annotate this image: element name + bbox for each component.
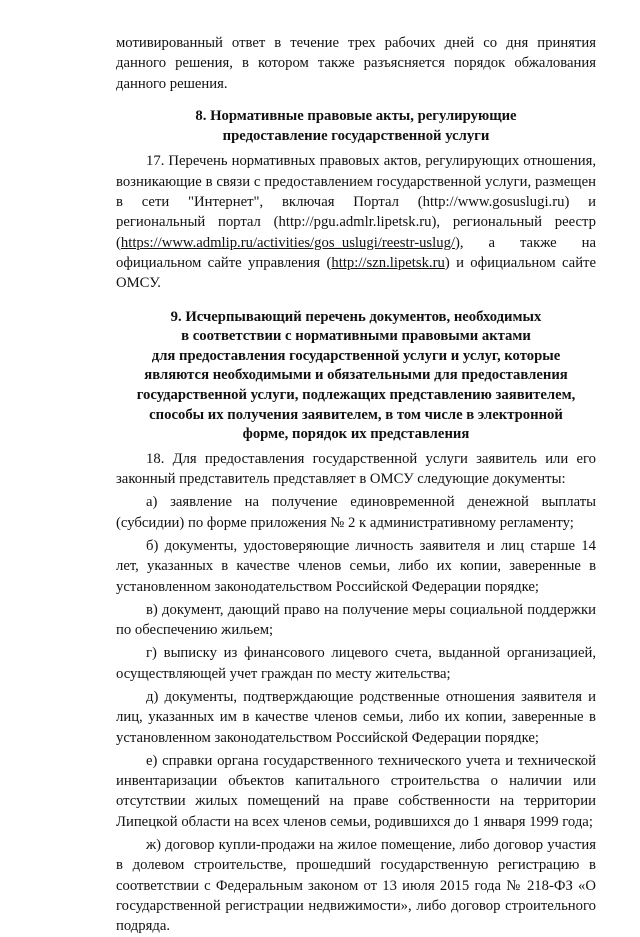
section-8-heading xyxy=(116,106,596,147)
paragraph-17-text: ), а также на официальном сайте управления ( xyxy=(116,234,596,271)
paragraph-17-text: 17. Перечень нормативных правовых актов, регулирующих отношения, возникающие в связи с предоставлением государственной услуги, размещен в сети "Интернет", включая Портал (http://www.gosuslugi.ru) и региональный портал (http://pgu.admlr.lipetsk.ru), региональный реестр ( xyxy=(116,153,596,251)
intro-paragraph: мотивированный ответ в течение трех рабочих дней со дня принятия данного решения, в котором также разъясняется порядок обжалования данного решения. xyxy=(116,35,596,92)
document-list-item: в) документ, дающий право на получение меры социальной поддержки по обеспечению жильем; xyxy=(116,601,596,639)
heading-line: способы их получения заявителем, в том числе в электронной xyxy=(149,406,563,423)
heading-line: 9. Исчерпывающий перечень документов, необходимых xyxy=(170,308,542,325)
heading-line: государственной услуги, подлежащих представлению заявителем, xyxy=(136,386,576,403)
paragraph-17 xyxy=(116,151,596,293)
paragraph-18: 18. Для предоставления государственной услуги заявитель или его законный представитель представляет в ОМСУ следующие документы: xyxy=(116,450,596,488)
document-list-item: г) выписку из финансового лицевого счета, выданной организацией, осуществляющей учет граждан по месту жительства; xyxy=(116,645,596,682)
document-list-item: ж) договор купли-продажи на жилое помещение, либо договор участия в долевом строительстве, прошедший государственную регистрацию в соответствии с Федеральным законом от 13 июля 2015 года № 218-ФЗ «О государственной регистрации недвижимости», либо договор строительного подряда. xyxy=(116,837,596,935)
heading-line: форме, порядок их представления xyxy=(242,426,470,443)
heading-line: в соответствии с нормативными правовыми актами xyxy=(181,328,531,345)
section-9-heading xyxy=(116,308,596,445)
document-list-item: е) справки органа государственного технического учета и технической инвентаризации объектов капитального строительства о наличии или отсутствии жилых помещений на праве собственности на территории Липецкой области на всех членов семьи, родившихся до 1 января 1999 года; xyxy=(116,752,596,830)
heading-line: предоставление государственной услуги xyxy=(222,128,490,145)
heading-line: 8. Нормативные правовые акты, регулирующие xyxy=(195,107,517,124)
heading-line: являются необходимыми и обязательными для предоставления xyxy=(144,367,568,384)
document-list-item: д) документы, подтверждающие родственные отношения заявителя и лиц, указанных им в качестве членов семьи, либо их копии, заверенные в установленном законодательством Российской Федерации порядке; xyxy=(116,688,596,746)
heading-line: для предоставления государственной услуги и услуг, которые xyxy=(151,347,561,364)
paragraph-17-text: ) и официальном сайте ОМСУ. xyxy=(116,254,596,292)
document-list-item: а) заявление на получение единовременной денежной выплаты (субсидии) по форме приложения № 2 к административному регламенту; xyxy=(116,494,596,531)
reestr-link[interactable]: https://www.admlip.ru/activities/gos_uslugi/reestr-uslug/ xyxy=(120,234,455,251)
document-list-item: б) документы, удостоверяющие личность заявителя и лиц старше 14 лет, указанных в качестве членов семьи, либо их копии, заверенные в установленном законодательством Российской Федерации порядке; xyxy=(116,537,596,595)
szn-link[interactable]: http://szn.lipetsk.ru xyxy=(331,254,445,271)
